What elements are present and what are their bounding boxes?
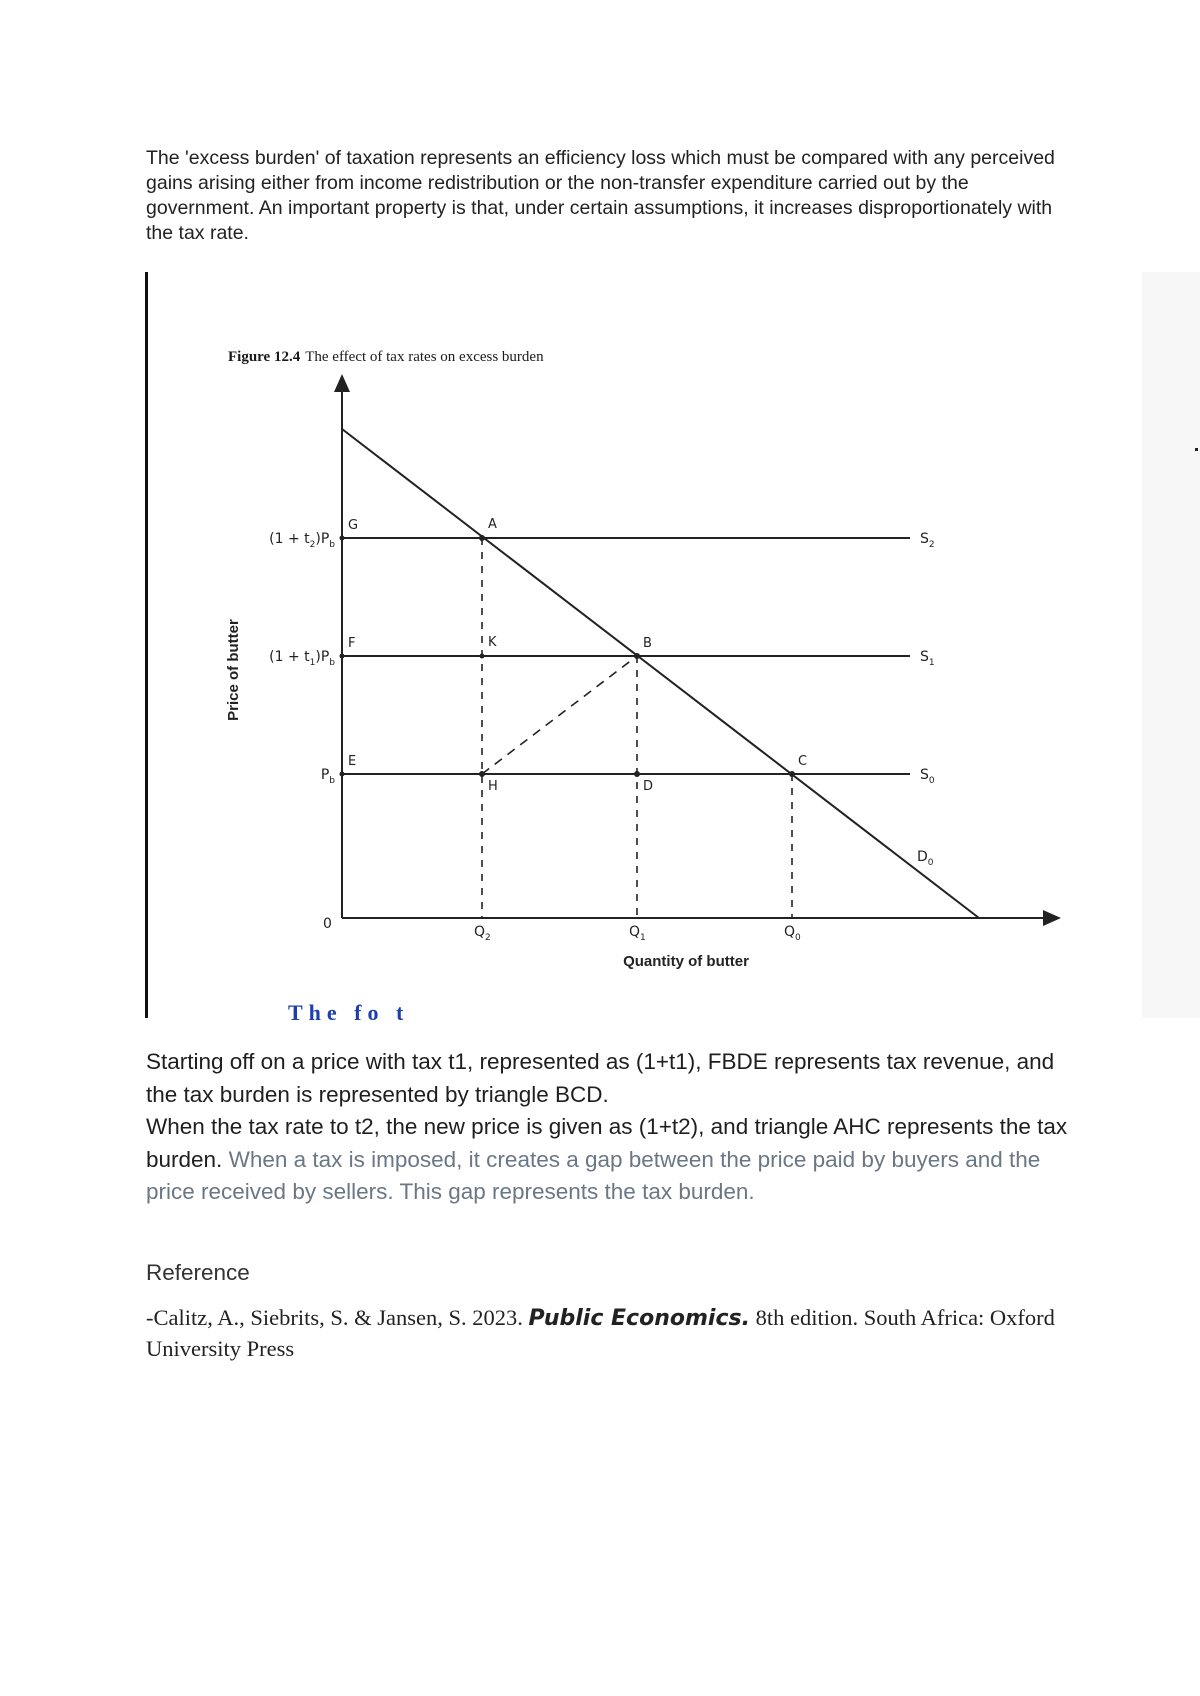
reference-title: Public Economics. — [528, 1306, 750, 1331]
point-a — [479, 535, 485, 541]
explanation-sentence-2: When the tax rate to t2, the new price is given as (1+t2), and triangle AHC represents the tax burden. — [146, 1114, 1068, 1172]
label-q0: $Q_0$ — [784, 924, 801, 943]
figure-panel — [145, 272, 1199, 1025]
side-panel-dot — [1195, 448, 1198, 451]
intro-paragraph: The 'excess burden' of taxation represents an efficiency loss which must be compared with any perceived gains arising either from income redistribution or the non-transfer expenditure carried out by the government. An important property is that, under certain assumptions, it increases disproportionately with the tax rate. — [146, 147, 1055, 244]
label-h: H — [488, 779, 498, 794]
explanation-paragraph — [146, 1046, 1086, 1209]
price-label-1-plus-t1-pb: $(1 + t_1)P_b$ — [269, 649, 335, 668]
y-axis-label: Price of butter — [225, 619, 242, 721]
label-d: D — [643, 779, 654, 794]
label-f: F — [348, 636, 356, 651]
label-q1: $Q_1$ — [629, 924, 646, 943]
dashed-line-h-b — [482, 656, 637, 774]
reference-details: 8th edition. South Africa: Oxford University Press — [146, 1305, 1055, 1361]
explanation-sentence-3: When a tax is imposed, it creates a gap between the price paid by buyers and the price received by sellers. This gap represents the tax burden. — [146, 1146, 1041, 1204]
label-d0: $D_0$ — [917, 849, 934, 868]
explanation-sentence-1: Starting off on a price with tax t1, represented as (1+t1), FBDE represents tax revenue, and the tax burden is represented by triangle BCD. — [146, 1049, 1055, 1107]
price-label-pb: $P_b$ — [320, 767, 335, 786]
reference-citation — [146, 1303, 1066, 1364]
label-g: G — [348, 518, 359, 533]
label-c: C — [798, 754, 808, 769]
point-g — [340, 536, 345, 541]
label-s1: $S_1$ — [920, 649, 935, 668]
label-b: B — [643, 636, 652, 651]
figure-caption-label: Figure 12.4 — [228, 349, 301, 365]
point-h — [479, 771, 485, 777]
label-q2: $Q_2$ — [474, 924, 491, 943]
point-c — [789, 771, 795, 777]
point-k — [480, 654, 485, 659]
point-d — [634, 771, 640, 777]
origin-label: 0 — [323, 916, 332, 932]
label-s2: $S_2$ — [920, 531, 935, 550]
label-k: K — [488, 635, 497, 650]
x-axis-label: Quantity of butter — [623, 953, 749, 970]
right-side-panel — [1142, 272, 1200, 1018]
point-b — [634, 653, 640, 659]
label-a: A — [488, 517, 497, 532]
price-label-1-plus-t2-pb: $(1 + t_2)P_b$ — [269, 531, 335, 550]
figure-caption-text: The effect of tax rates on excess burden — [305, 349, 544, 365]
label-s0: $S_0$ — [920, 767, 935, 786]
point-e — [340, 772, 345, 777]
cut-off-text: The fo t — [288, 1000, 410, 1025]
point-f — [340, 654, 345, 659]
figure-caption — [228, 349, 544, 365]
label-e: E — [348, 754, 357, 769]
reference-authors: -Calitz, A., Siebrits, S. & Jansen, S. 2023. — [146, 1305, 523, 1330]
figure-12-4-diagram — [145, 272, 1145, 1025]
demand-curve-d0 — [342, 429, 979, 918]
reference-heading: Reference — [146, 1260, 250, 1285]
